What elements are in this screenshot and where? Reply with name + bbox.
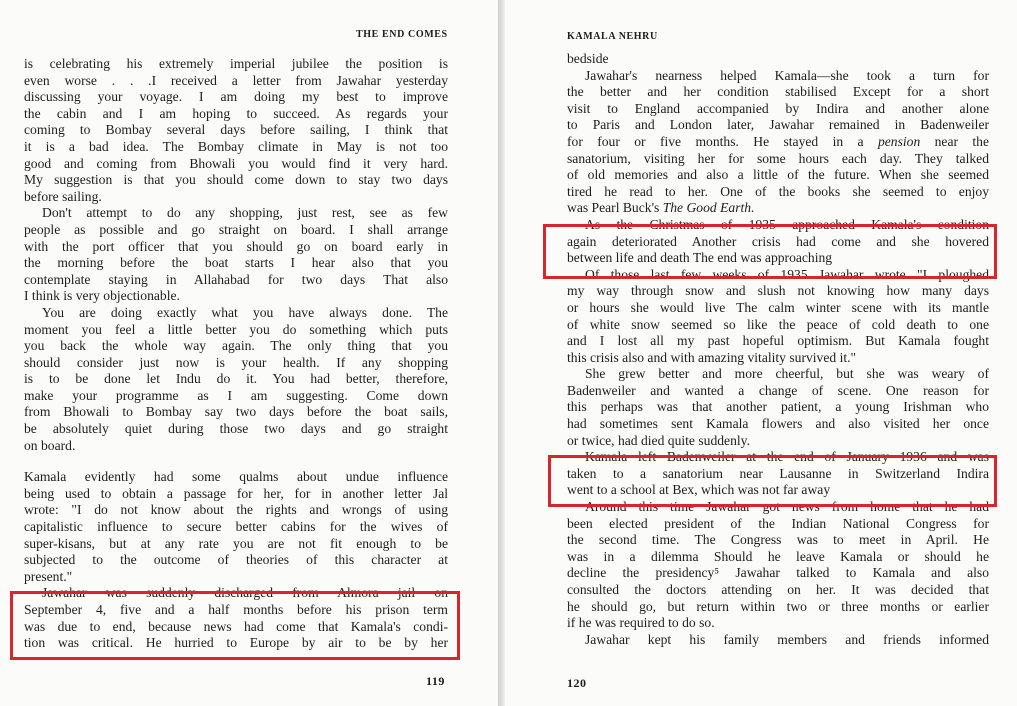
text-line: was in a dilemma Should he leave Kamala or should he — [567, 548, 989, 564]
text-line: super-kisans, but at any rate you are not fit enough to be — [24, 535, 448, 551]
text-line: contemplate staying in Allahabad for two days That also — [24, 271, 448, 287]
text-line: subjected to the outcome of theories of this character at — [24, 552, 448, 568]
text-line: Kamala evidently had some qualms about undue influence — [24, 469, 448, 485]
text-line: the better and her condition stabilised Except for a short — [567, 84, 989, 100]
text-line: consulted the doctors attending on her. It was decided that — [567, 582, 989, 597]
text-line: sanatorium, visiting her for some hours each day. They talked — [567, 150, 989, 166]
highlight-box-christmas-1935 — [543, 224, 997, 279]
text-line: he should go, but return within two or three months or earlier — [567, 598, 989, 614]
text-line: discussing your voyage. I am doing my best to improve — [24, 89, 448, 105]
text-line: the second time. The Congress was to meet in April. He — [567, 532, 989, 548]
text-line: You are doing exactly what you have always done. The — [42, 304, 448, 320]
text-line: this perhaps was that another patient, a young Irishman who — [567, 399, 989, 415]
text-line: if he was required to do so. — [567, 615, 715, 631]
text-fragment: near the — [920, 133, 989, 149]
text-line: on board. — [24, 437, 76, 453]
text-line: being used to obtain a passage for her, for in another letter Jal — [24, 485, 448, 501]
text-line: even worse . . .I received a letter from Jawahar yesterday — [24, 72, 448, 88]
text-line: before sailing. — [24, 188, 102, 204]
text-line: Kamala left Badenweiler at the end of January 1936 and was — [585, 449, 989, 465]
text-line: of white snow seemed so like the peace of cold death to one — [567, 316, 989, 332]
text-line: Of those last few weeks of 1935 Jawahar wrote "I ploughed — [585, 266, 989, 282]
text-line: is celebrating his extremely imperial jubilee the position is — [24, 56, 448, 71]
text-line: be absolutely quiet during those two days and go straight — [24, 421, 448, 437]
text-line: people as possible and go straight on board. I shall arrange — [24, 221, 448, 237]
text-line: September 4, five and a half months before his prison term — [24, 602, 448, 617]
text-line: it is a bad idea. The Bombay climate in May is not too — [24, 138, 448, 154]
text-line: or hours she would live The calm winter scene with its mantle — [567, 299, 989, 315]
text-line: present." — [24, 568, 73, 584]
italic-word: pension — [877, 133, 921, 149]
text-line: the cabin and I am hoping to succeed. As regards your — [24, 105, 448, 121]
text-line: Around this time Jawahar got news from home that he had — [585, 499, 989, 515]
running-head: THE END COMES — [356, 29, 448, 40]
text-line-with-italic — [567, 134, 989, 151]
text-line: Jawahar was suddenly discharged from Almora jail on — [42, 585, 448, 601]
text-line: my way through snow and slush not knowing how many days — [567, 283, 989, 299]
text-line: you back the whole way again. The only thing that you — [24, 338, 448, 354]
text-line-with-italic — [567, 200, 989, 217]
text-fragment: for four or five months. He stayed in a — [567, 133, 878, 149]
text-line: As the Christmas of 1935 approached Kamala's condition — [585, 216, 989, 232]
text-line: the morning before the boat starts I hear also that you — [24, 255, 448, 271]
text-line: again deteriorated Another crisis had come and she hovered — [567, 233, 989, 249]
text-line: had sometimes sent Kamala flowers and also visited her once — [567, 416, 989, 432]
text-line: capitalistic influence to secure better cabins for the wives of — [24, 519, 448, 535]
text-line: Don't attempt to do any shopping, just rest, see as few — [42, 205, 448, 221]
page-number: 120 — [567, 676, 587, 690]
book-title: The Good Earth. — [662, 200, 755, 216]
right-page — [505, 0, 1017, 706]
text-line: tion was critical. He hurried to Europe by air to be by her — [24, 635, 448, 651]
text-line: wrote: "I do not know about the rights and wrongs of using — [24, 502, 448, 518]
text-line: She grew better and more cheerful, but she was weary of — [585, 366, 989, 382]
text-line: taken to a sanatorium near Lausanne in Switzerland Indira — [567, 465, 989, 481]
text-line: of old memories and also a little of the future. When she seemed — [567, 167, 989, 183]
text-line: or twice, had died quite suddenly. — [567, 432, 750, 448]
text-line: should consider just now is your health. If any shopping — [24, 354, 448, 370]
text-line: Jawahar's nearness helped Kamala—she took a turn for — [585, 67, 989, 83]
right-page-text — [567, 51, 989, 648]
running-head: KAMALA NEHRU — [567, 31, 658, 42]
text-line: with the port officer that you should go on board early in — [24, 238, 448, 254]
page-number: 119 — [426, 674, 445, 688]
text-line: between life and death The end was approaching — [567, 250, 833, 266]
text-line: this crisis also and with amazing vitality survived it." — [567, 349, 857, 365]
text-line: went to a school at Bex, which was not far away — [567, 482, 831, 498]
text-line: coming to Bombay several days before sailing, I think that — [24, 122, 448, 138]
text-line: decline the presidency⁵ Jawahar talked to Kamala and also — [567, 565, 989, 581]
text-line: make your programme as I am suggesting. Come down — [24, 387, 448, 403]
book-gutter — [498, 0, 505, 706]
text-fragment: was Pearl Buck's — [567, 200, 663, 216]
text-line: is to be done let Indu do it. You had better, therefore, — [24, 371, 448, 387]
left-page-text — [24, 56, 448, 652]
text-line: I think is very objectionable. — [24, 288, 180, 304]
text-line: tired he read to her. One of the books she seemed to enjoy — [567, 183, 989, 199]
text-line: good and coming from Bhowali you would find it very hard. — [24, 155, 448, 171]
text-line: been elected president of the Indian National Congress for — [567, 515, 989, 531]
text-line: and I lost all my past hopeful optimism. But Kamala fought — [567, 333, 989, 349]
text-line: My suggestion is that you should come down to stay two days — [24, 172, 448, 188]
text-line: was due to end, because news had come that Kamala's condi- — [24, 618, 448, 634]
highlight-box-left-badenweiler — [548, 455, 997, 507]
text-line: from Bhowali to Bombay say two days before the boat sails, — [24, 404, 448, 420]
paragraph-gap — [24, 454, 448, 469]
text-line: to Paris and London later, Jawahar remained in Badenweiler — [567, 117, 989, 133]
text-line: Badenweiler and wanted a change of scene. One reason for — [567, 382, 989, 398]
text-line: bedside — [567, 51, 609, 66]
highlight-box-discharge — [10, 591, 460, 660]
text-line: moment you feel a little better you do something which puts — [24, 321, 448, 337]
text-line: Jawahar kept his family members and friends informed — [585, 631, 989, 647]
text-line: visit to England accompanied by Indira and another alone — [567, 100, 989, 116]
